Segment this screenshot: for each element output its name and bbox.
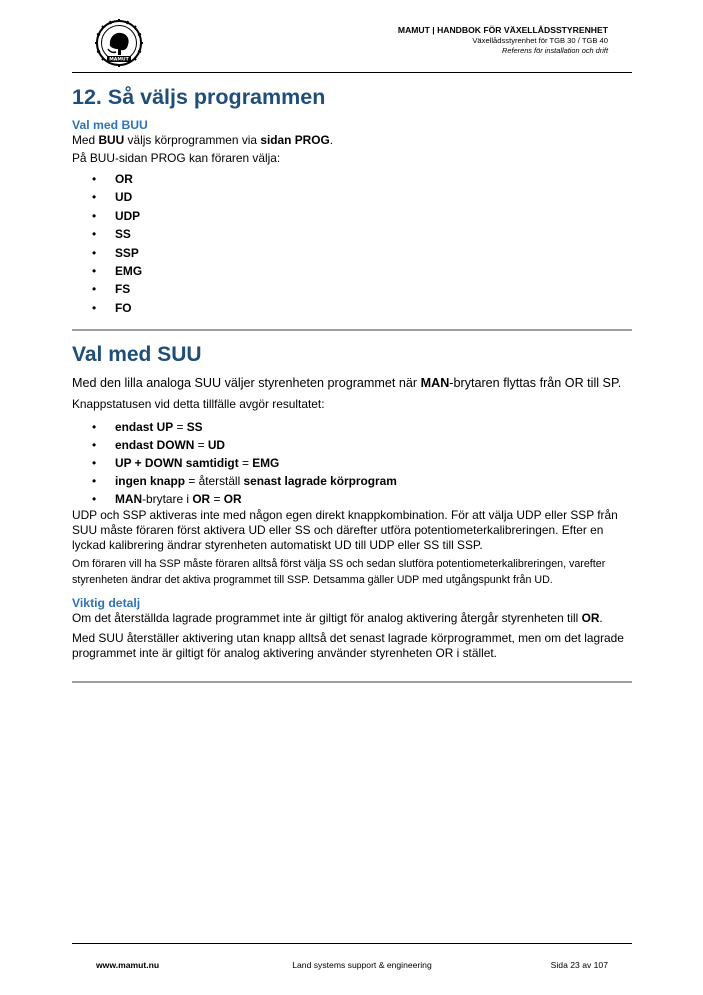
program-list — [72, 170, 632, 317]
list-item: • endast DOWN = UD — [92, 438, 226, 453]
section-heading-suu: Val med SUU — [72, 343, 202, 367]
udp-ssp-paragraph: UDP och SSP aktiveras inte med någon egen direkt knappkombination. För att välja UDP eller SSP från SUU måste föraren först aktivera UD eller SS och därefter utföra potentiometerkalibreringen. Efter en lyckad kalibrering ändrar styrenheten automatiskt UD till UDP eller SS till SSP. — [72, 508, 618, 553]
list-item: • endast UP = SS — [92, 420, 203, 435]
buu-prog-paragraph: På BUU-sidan PROG kan föraren välja: — [72, 151, 281, 165]
list-item: • FO — [92, 300, 132, 315]
button-status-paragraph: Knappstatusen vid detta tillfälle avgör resultatet: — [72, 397, 325, 412]
header-subtitle-italic: Referens för installation och drift — [502, 46, 608, 55]
list-item: • MAN-brytare i OR = OR — [92, 492, 242, 507]
footer-divider — [72, 943, 632, 944]
fallback-paragraph: Om det återställda lagrade programmet inte är giltigt för analog aktivering återgår styrenheten till OR. — [72, 611, 603, 626]
suu-paragraph: Med den lilla analoga SUU väljer styrenheten programmet när MAN-brytaren flyttas från OR till SP. — [72, 376, 622, 391]
mamut-logo — [94, 18, 144, 68]
list-item: • ingen knapp = återställ senast lagrade körprogram — [92, 474, 397, 489]
list-item: • FS — [92, 282, 131, 297]
logo-text: MAMUT — [109, 57, 129, 63]
list-item: • SS — [92, 227, 131, 242]
button-combination-list — [72, 418, 632, 508]
ssp-note-paragraph: Om föraren vill ha SSP måste föraren alltså först välja SS och sedan slutföra potentiometerkalibreringen, varefter styrenheten ändrar det aktiva programmet till SSP. Detsamma gäller UDP med utgångspunkt från UD. — [72, 558, 606, 587]
list-item: • UD — [92, 190, 133, 205]
footer-website: www.mamut.nu — [96, 960, 160, 970]
list-item: • EMG — [92, 264, 143, 279]
header-subtitle: Växellådsstyrenhet för TGB 30 / TGB 40 — [472, 36, 608, 45]
list-item: • OR — [92, 172, 133, 186]
section-heading-12: 12. Så väljs programmen — [72, 85, 326, 109]
buu-paragraph: Med BUU väljs körprogrammen via sidan PROG. — [72, 133, 334, 147]
list-item: • UP + DOWN samtidigt = EMG — [92, 456, 280, 471]
section-divider — [72, 329, 632, 331]
header-divider — [72, 72, 632, 73]
restore-paragraph: Med SUU återställer aktivering utan knapp alltså det senast lagrade körprogrammet, men om det lagrade programmet inte är giltigt för analog aktivering använder styrenheten OR i stället. — [72, 631, 624, 661]
list-item: • UDP — [92, 208, 141, 223]
subheading-val-med-buu: Val med BUU — [72, 118, 148, 132]
footer-page-number: Sida 23 av 107 — [550, 960, 608, 970]
section-divider — [72, 681, 632, 683]
header-title: MAMUT | HANDBOK FÖR VÄXELLÅDSSTYRENHET — [397, 25, 608, 35]
list-item: • SSP — [92, 245, 139, 260]
footer-tagline: Land systems support & engineering — [292, 960, 432, 970]
page-header — [72, 14, 632, 72]
subheading-viktig-detalj: Viktig detalj — [72, 596, 141, 611]
page-content — [72, 84, 632, 683]
